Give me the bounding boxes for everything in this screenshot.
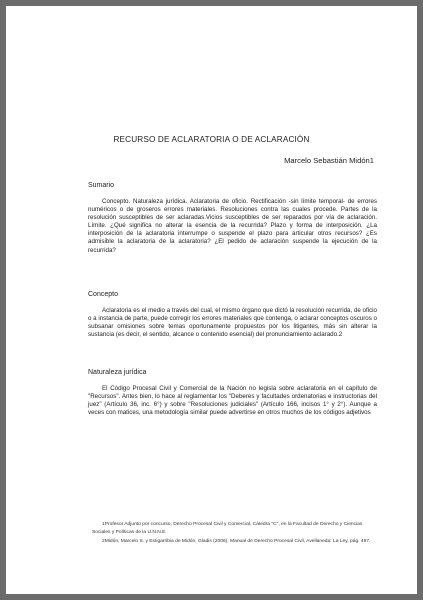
section-paragraph: Aclaratoria es el medio a través del cual, el mismo órgano que dictó la resolución recurrida, de oficio o a instancia de parte, puede corregir los errores materiales que contenga, o aclarar conceptos oscuros o subsanar omisiones sobre temas oportunamente propuestos por los litigantes, más sin alterar la sustancia (es decir, el sentido, alcance o contenido esencial) del pronunciamiento aclarado.2 [88, 307, 377, 339]
section-paragraph: Concepto. Naturaleza jurídica. Aclaratoria de oficio. Rectificación -sin límite temporal- de errores numéricos o de groseros errores materiales. Resoluciones contra las cuales procede. Partes de la resolución susceptibles de ser aclaradas.Vicios susceptibles de ser reparados por vía de aclaración. Límite. ¿Qué significa no alterar la esencia de la recurrida? Plazo y forma de interposición. ¿La interposición de la aclaratoria interrumpe o suspende el plazo para articular otros recursos? ¿Es admisible la aclaratoria de la aclaratoria? ¿El pedido de aclaración suspende la ejecución de la recurrida? [88, 198, 377, 254]
section-paragraph: El Código Procesal Civil y Comercial de la Nación no legisla sobre aclaratoria en el capítulo de "Recursos". Antes bien, lo hace al reglamentar los "Deberes y facultades ordenatorias e instructorias del juez" (Artículo 36, inc. 6°) y sobre "Resoluciones judiciales" (Artículo 166, incisos 1° y 2°). Aunque a veces con matices, una metodología similar puede advertirse en otros muchos de los códigos adjetivos [88, 385, 377, 417]
document-page [6, 6, 417, 594]
footnotes [92, 521, 373, 546]
author-name: Marcelo Sebastián Midón1 [284, 156, 374, 165]
section-heading: Naturaleza jurídica [88, 369, 147, 376]
section-heading: Concepto [88, 291, 118, 298]
section-concepto [88, 291, 377, 339]
document-title: RECURSO DE ACLARATORIA O DE ACLARACIÓN [113, 135, 310, 144]
section-sumario [88, 182, 377, 255]
section-naturaleza-juridica [88, 369, 377, 417]
footnote: 2Midón, Marcelo S. y Estigarribia de Midón, Gladis (2006), Manual de Derecho Procesal Civil, Avellaneda: La Ley, pág. 497. [102, 538, 371, 544]
footnote: 1Profesor Adjunto por concurso, Derecho Procesal Civil y Comercial, Cátedra "C", en la Facultad de Derecho y Ciencias Sociales y Políticas de la U.N.N.E. [92, 522, 363, 535]
section-heading: Sumario [88, 182, 115, 189]
